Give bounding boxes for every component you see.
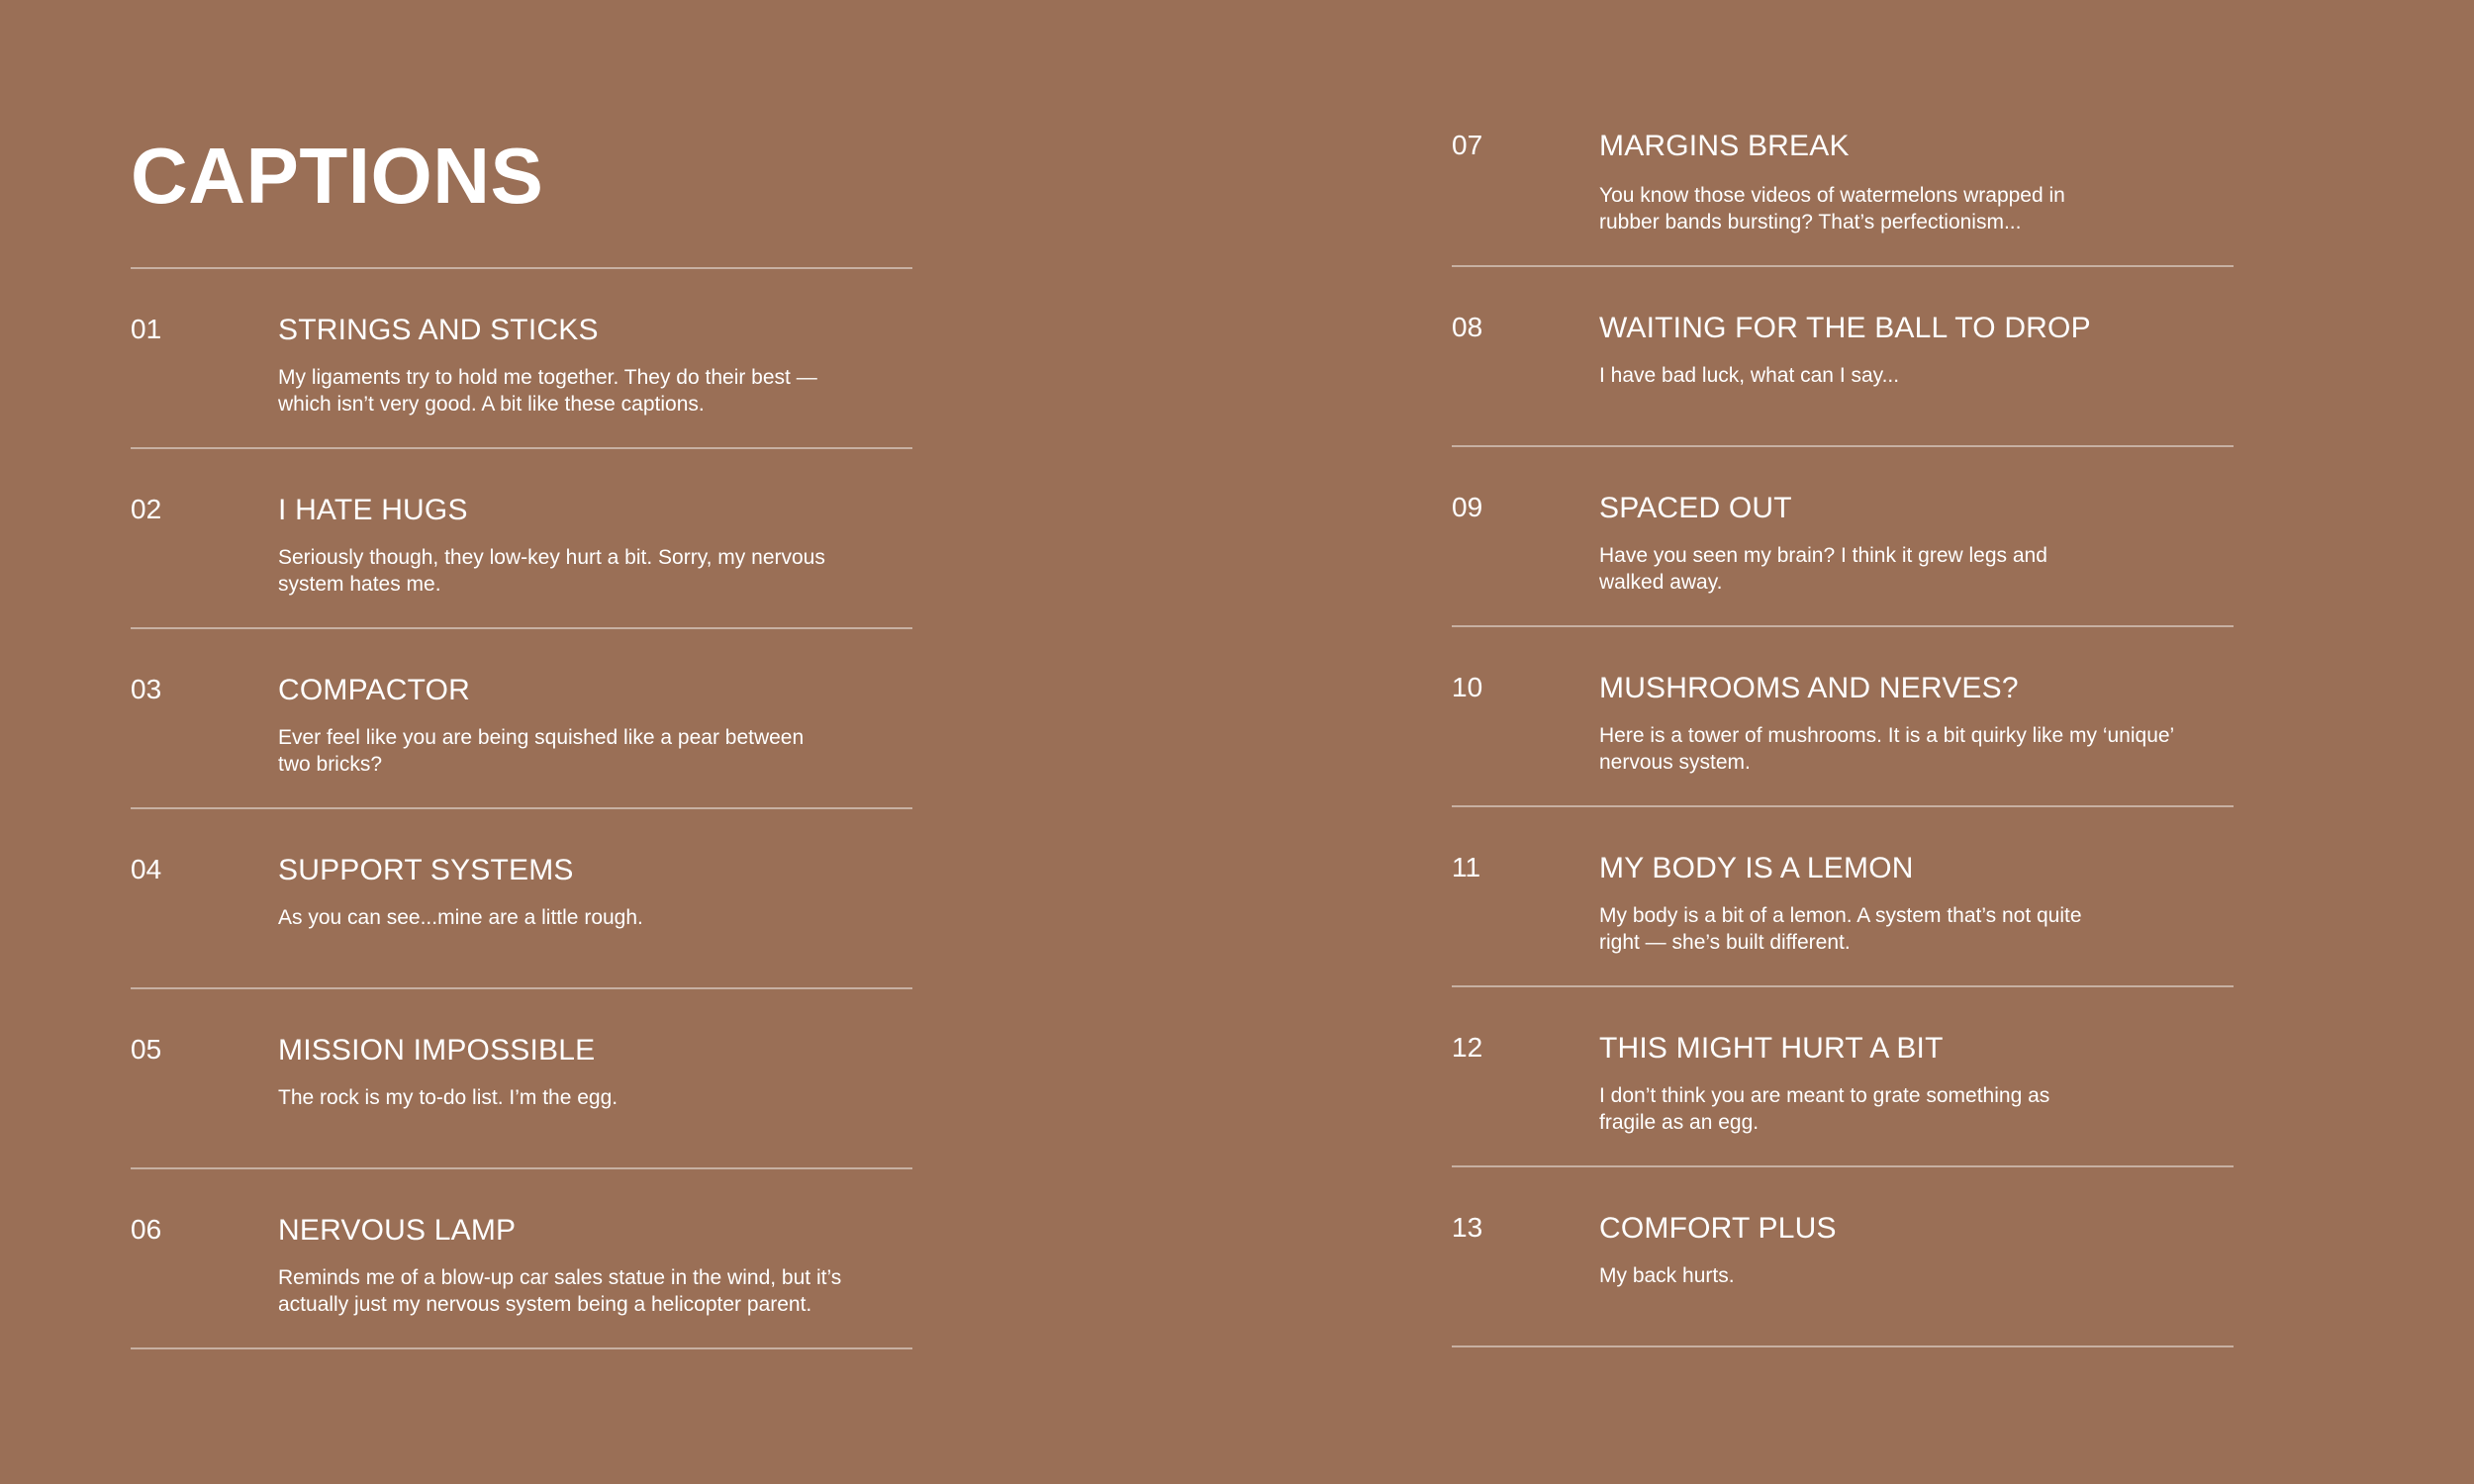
caption-text: Have you seen my brain? I think it grew legs and walked away. — [1599, 544, 2047, 594]
caption-text: My body is a bit of a lemon. A system that’s not quite right — she’s built different. — [1599, 904, 2082, 954]
caption-number: 13 — [1452, 1212, 1483, 1243]
caption-title: SUPPORT SYSTEMS — [278, 854, 574, 886]
caption-text: You know those videos of watermelons wrapped in rubber bands bursting? That’s perfectionism... — [1599, 184, 2065, 233]
caption-entry — [131, 449, 912, 629]
caption-title: WAITING FOR THE BALL TO DROP — [1599, 312, 2091, 344]
caption-number: 10 — [1452, 672, 1483, 702]
caption-title: COMFORT PLUS — [1599, 1212, 1837, 1245]
caption-entry — [131, 269, 912, 449]
caption-entry — [1452, 267, 2234, 447]
caption-text: Reminds me of a blow-up car sales statue in the wind, but it’s actually just my nervous system being a helicopter parent. — [278, 1266, 842, 1316]
captions-right-column — [1452, 87, 2234, 1347]
caption-text: The rock is my to-do list. I’m the egg. — [278, 1086, 618, 1109]
caption-text: Seriously though, they low-key hurt a bit. Sorry, my nervous system hates me. — [278, 546, 825, 596]
caption-title: THIS MIGHT HURT A BIT — [1599, 1032, 1944, 1065]
caption-title: COMPACTOR — [278, 674, 471, 706]
caption-number: 01 — [131, 314, 162, 344]
caption-text: I have bad luck, what can I say... — [1599, 364, 1900, 387]
caption-title: MY BODY IS A LEMON — [1599, 852, 1914, 884]
caption-title: I HATE HUGS — [278, 494, 468, 526]
caption-entry — [131, 809, 912, 989]
caption-number: 09 — [1452, 492, 1483, 522]
caption-text: Ever feel like you are being squished like a pear between two bricks? — [278, 726, 805, 776]
caption-number: 04 — [131, 854, 162, 884]
caption-text: My back hurts. — [1599, 1264, 1735, 1287]
caption-entry — [1452, 627, 2234, 807]
caption-title: MISSION IMPOSSIBLE — [278, 1034, 596, 1067]
caption-entry — [131, 629, 912, 809]
caption-text: Here is a tower of mushrooms. It is a bit quirky like my ‘unique’ nervous system. — [1599, 724, 2175, 774]
caption-title: NERVOUS LAMP — [278, 1214, 517, 1247]
caption-text: As you can see...mine are a little rough. — [278, 906, 643, 929]
caption-entry — [1452, 807, 2234, 987]
caption-title: SPACED OUT — [1599, 492, 1792, 524]
caption-entry — [1452, 87, 2234, 267]
caption-number: 06 — [131, 1214, 162, 1245]
captions-left-column — [131, 267, 912, 1349]
caption-entry — [131, 1169, 912, 1349]
caption-title: STRINGS AND STICKS — [278, 314, 599, 346]
caption-number: 02 — [131, 494, 162, 524]
caption-text: I don’t think you are meant to grate something as fragile as an egg. — [1599, 1084, 2050, 1134]
caption-entry — [131, 989, 912, 1169]
caption-number: 11 — [1452, 852, 1481, 882]
caption-entry — [1452, 987, 2234, 1167]
caption-number: 12 — [1452, 1032, 1483, 1063]
page-title: CAPTIONS — [131, 132, 544, 220]
caption-number: 08 — [1452, 312, 1483, 342]
caption-text: My ligaments try to hold me together. They do their best — which isn’t very good. A bit like these captions. — [278, 366, 817, 416]
caption-entry — [1452, 447, 2234, 627]
caption-number: 03 — [131, 674, 162, 704]
caption-number: 05 — [131, 1034, 162, 1065]
caption-title: MARGINS BREAK — [1599, 130, 1850, 162]
caption-number: 07 — [1452, 130, 1483, 160]
caption-title: MUSHROOMS AND NERVES? — [1599, 672, 2019, 704]
caption-entry — [1452, 1167, 2234, 1347]
